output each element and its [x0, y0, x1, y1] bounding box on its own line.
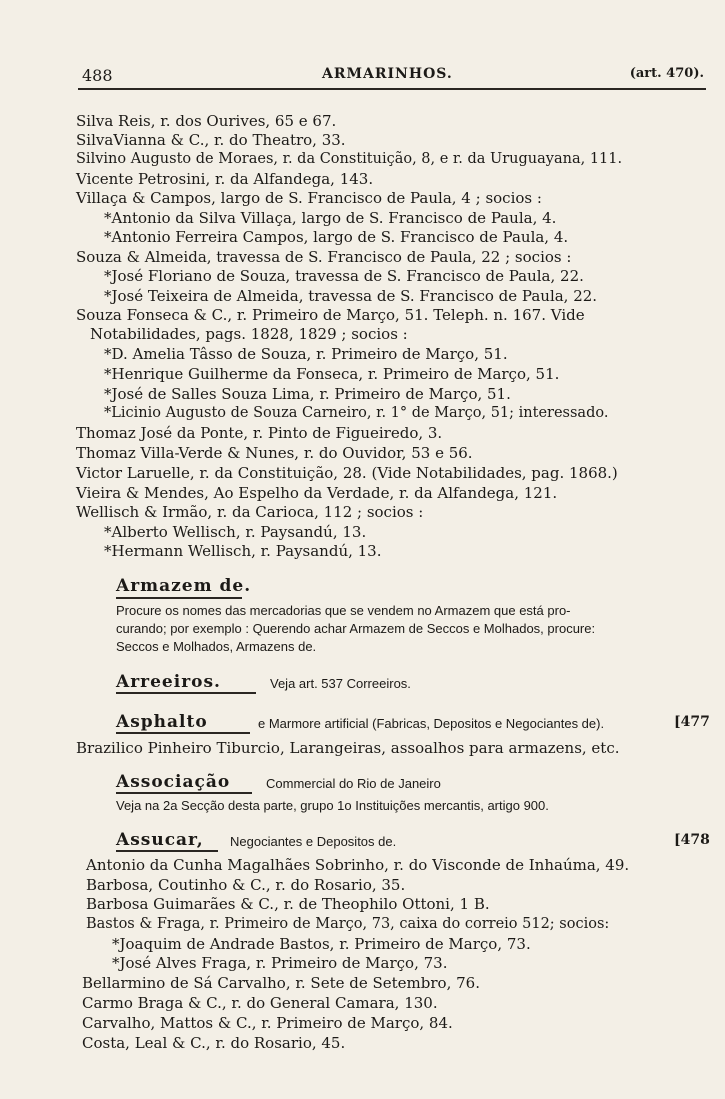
list-item: *José Alves Fraga, r. Primeiro de Março, 73. — [112, 954, 448, 972]
list-item: Notabilidades, pags. 1828, 1829 ; socios : — [90, 325, 408, 343]
section-heading: Arreeiros. — [116, 672, 221, 692]
list-item: Brazilico Pinheiro Tiburcio, Larangeiras, assoalhos para armazens, etc. — [76, 739, 620, 757]
list-item: Thomaz José da Ponte, r. Pinto de Figueiredo, 3. — [76, 424, 443, 442]
list-item: Antonio da Cunha Magalhães Sobrinho, r. do Visconde de Inhaúma, 49. — [86, 856, 630, 874]
section-rule — [116, 732, 250, 734]
list-item: *Alberto Wellisch, r. Paysandú, 13. — [104, 523, 367, 541]
page-number: 488 — [82, 66, 113, 85]
list-item: Costa, Leal & C., r. do Rosario, 45. — [82, 1034, 346, 1052]
list-item: Wellisch & Irmão, r. da Carioca, 112 ; socios : — [76, 503, 424, 521]
section-text: Veja na 2a Secção desta parte, grupo 1o Instituições mercantis, artigo 900. — [116, 798, 549, 813]
list-item: Carmo Braga & C., r. do General Camara, 130. — [82, 994, 438, 1012]
list-item: *Licinio Augusto de Souza Carneiro, r. 1° de Março, 51; interessado. — [104, 405, 609, 421]
list-item: Bastos & Fraga, r. Primeiro de Março, 73, caixa do correio 512; socios: — [86, 916, 610, 932]
list-item: Carvalho, Mattos & C., r. Primeiro de Março, 84. — [82, 1014, 453, 1032]
list-item: Souza Fonseca & C., r. Primeiro de Março, 51. Teleph. n. 167. Vide — [76, 306, 585, 324]
article-reference: [477 — [674, 714, 710, 730]
list-item: Vieira & Mendes, Ao Espelho da Verdade, r. da Alfandega, 121. — [76, 484, 558, 502]
section-text: Seccos e Molhados, Armazens de. — [116, 639, 317, 654]
list-item: Silvino Augusto de Moraes, r. da Constituição, 8, e r. da Uruguayana, 111. — [76, 151, 623, 167]
article-reference: [478 — [674, 832, 710, 848]
section-rule — [116, 692, 256, 694]
section-text: curando; por exemplo : Querendo achar Armazem de Seccos e Molhados, procure: — [116, 621, 596, 636]
list-item: Souza & Almeida, travessa de S. Francisco de Paula, 22 ; socios : — [76, 248, 572, 266]
section-text: e Marmore artificial (Fabricas, Depositos e Negociantes de). — [258, 716, 605, 731]
list-item: Silva Reis, r. dos Ourives, 65 e 67. — [76, 112, 337, 130]
list-item: Barbosa Guimarães & C., r. de Theophilo Ottoni, 1 B. — [86, 895, 490, 913]
section-heading: Assucar, — [116, 830, 204, 850]
list-item: *Antonio da Silva Villaça, largo de S. Francisco de Paula, 4. — [104, 209, 557, 227]
list-item: SilvaVianna & C., r. do Theatro, 33. — [76, 131, 346, 149]
section-heading: Asphalto — [116, 712, 208, 732]
list-item: *Henrique Guilherme da Fonseca, r. Primeiro de Março, 51. — [104, 365, 560, 383]
article-reference: (art. 470). — [629, 66, 704, 81]
list-item: *José Floriano de Souza, travessa de S. Francisco de Paula, 22. — [104, 267, 584, 285]
list-item: *D. Amelia Tâsso de Souza, r. Primeiro de Março, 51. — [104, 345, 508, 363]
section-text: Veja art. 537 Correeiros. — [270, 676, 411, 691]
page-title: ARMARINHOS. — [322, 66, 453, 82]
list-item: *Antonio Ferreira Campos, largo de S. Francisco de Paula, 4. — [104, 228, 569, 246]
section-rule — [116, 792, 252, 794]
section-text: Procure os nomes das mercadorias que se vendem no Armazem que está pro- — [116, 603, 571, 618]
list-item: Barbosa, Coutinho & C., r. do Rosario, 35. — [86, 876, 406, 894]
section-rule — [116, 850, 218, 852]
list-item: *Hermann Wellisch, r. Paysandú, 13. — [104, 542, 382, 560]
section-heading: Associação — [116, 772, 231, 792]
list-item: *José Teixeira de Almeida, travessa de S. Francisco de Paula, 22. — [104, 287, 598, 305]
list-item: Victor Laruelle, r. da Constituição, 28. (Vide Notabilidades, pag. 1868.) — [76, 464, 618, 482]
section-heading: Armazem de. — [116, 576, 252, 596]
list-item: *José de Salles Souza Lima, r. Primeiro de Março, 51. — [104, 385, 511, 403]
section-rule — [116, 597, 242, 599]
list-item: Vicente Petrosini, r. da Alfandega, 143. — [76, 170, 374, 188]
list-item: Villaça & Campos, largo de S. Francisco de Paula, 4 ; socios : — [76, 189, 542, 207]
list-item: *Joaquim de Andrade Bastos, r. Primeiro de Março, 73. — [112, 935, 531, 953]
section-text: Commercial do Rio de Janeiro — [266, 776, 441, 791]
header-rule — [78, 88, 706, 90]
list-item: Bellarmino de Sá Carvalho, r. Sete de Setembro, 76. — [82, 974, 480, 992]
section-text: Negociantes e Depositos de. — [230, 834, 397, 849]
list-item: Thomaz Villa-Verde & Nunes, r. do Ouvidor, 53 e 56. — [76, 444, 473, 462]
page-header — [82, 66, 704, 90]
